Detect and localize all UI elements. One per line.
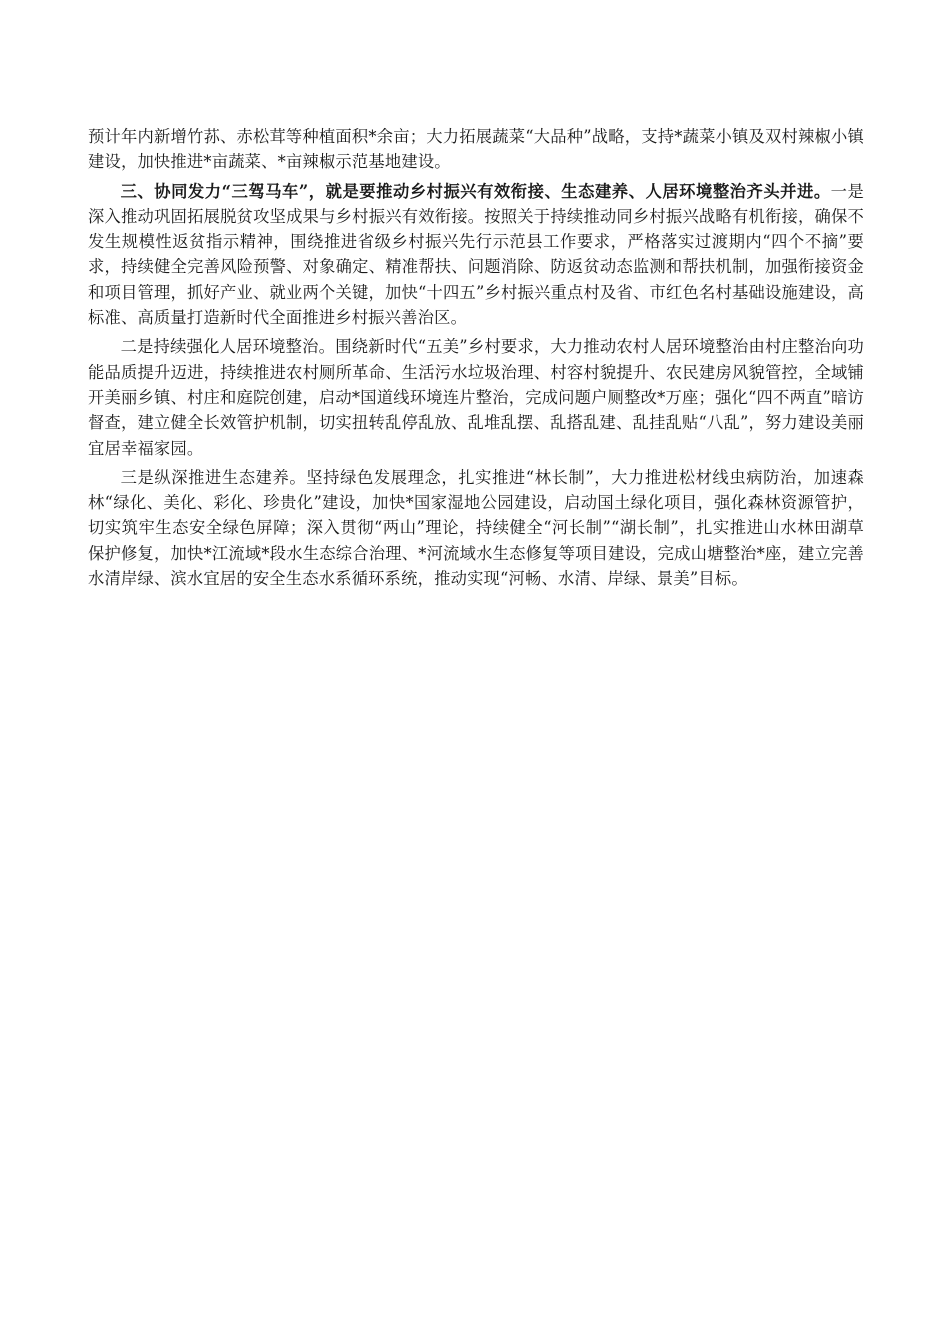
paragraph-3: 二是持续强化人居环境整治。围绕新时代“五美”乡村要求，大力推动农村人居环境整治由村庄整治向功能品质提升迈进，持续推进农村厕所革命、生活污水垃圾治理、村容村貌提升、农民建房风貌管控，全域铺开美丽乡镇、村庄和庭院创建，启动*国道线环境连片整治，完成问题户厕整改*万座；强化“四不两直”暗访督查，建立健全长效管护机制，切实扭转乱停乱放、乱堆乱摆、乱搭乱建、乱挂乱贴“八乱”，努力建设美丽宜居幸福家园。 (88, 337, 864, 458)
paragraph-1: 预计年内新增竹荪、赤松茸等种植面积*余亩；大力拓展蔬菜“大品种”战略，支持*蔬菜小镇及双村辣椒小镇建设，加快推进*亩蔬菜、*亩辣椒示范基地建设。 (88, 127, 864, 172)
paragraph-4: 三是纵深推进生态建养。坚持绿色发展理念，扎实推进“林长制”，大力推进松材线虫病防治，加速森林“绿化、美化、彩化、珍贵化”建设，加快*国家湿地公园建设，启动国土绿化项目，强化森林资源管护，切实筑牢生态安全绿色屏障；深入贯彻“两山”理论，持续健全“河长制”“湖长制”，扎实推进山水林田湖草保护修复，加快*江流域*段水生态综合治理、*河流域水生态修复等项目建设，完成山塘整治*座，建立完善水清岸绿、滨水宜居的安全生态水系循环系统，推动实现“河畅、水清、岸绿、景美”目标。 (88, 467, 864, 589)
paragraph-2-body: 一是深入推动巩固拓展脱贫攻坚成果与乡村振兴有效衔接。按照关于持续推动同乡村振兴战略有机衔接，确保不发生规模性返贫指示精神，围绕推进省级乡村振兴先行示范县工作要求，严格落实过渡期内“四个不摘”要求，持续健全完善风险预警、对象确定、精准帮扶、问题消除、防返贫动态监测和帮扶机制，加强衔接资金和项目管理，抓好产业、就业两个关键，加快“十四五”乡村振兴重点村及省、市红色名村基础设施建设，高标准、高质量打造新时代全面推进乡村振兴善治区。 (88, 181, 864, 328)
section-heading: 三、协同发力“三驾马车”，就是要推动乡村振兴有效衔接、生态建养、人居环境整治齐头并进。 (120, 181, 831, 201)
paragraph-2 (88, 179, 864, 331)
document-page (88, 124, 864, 595)
